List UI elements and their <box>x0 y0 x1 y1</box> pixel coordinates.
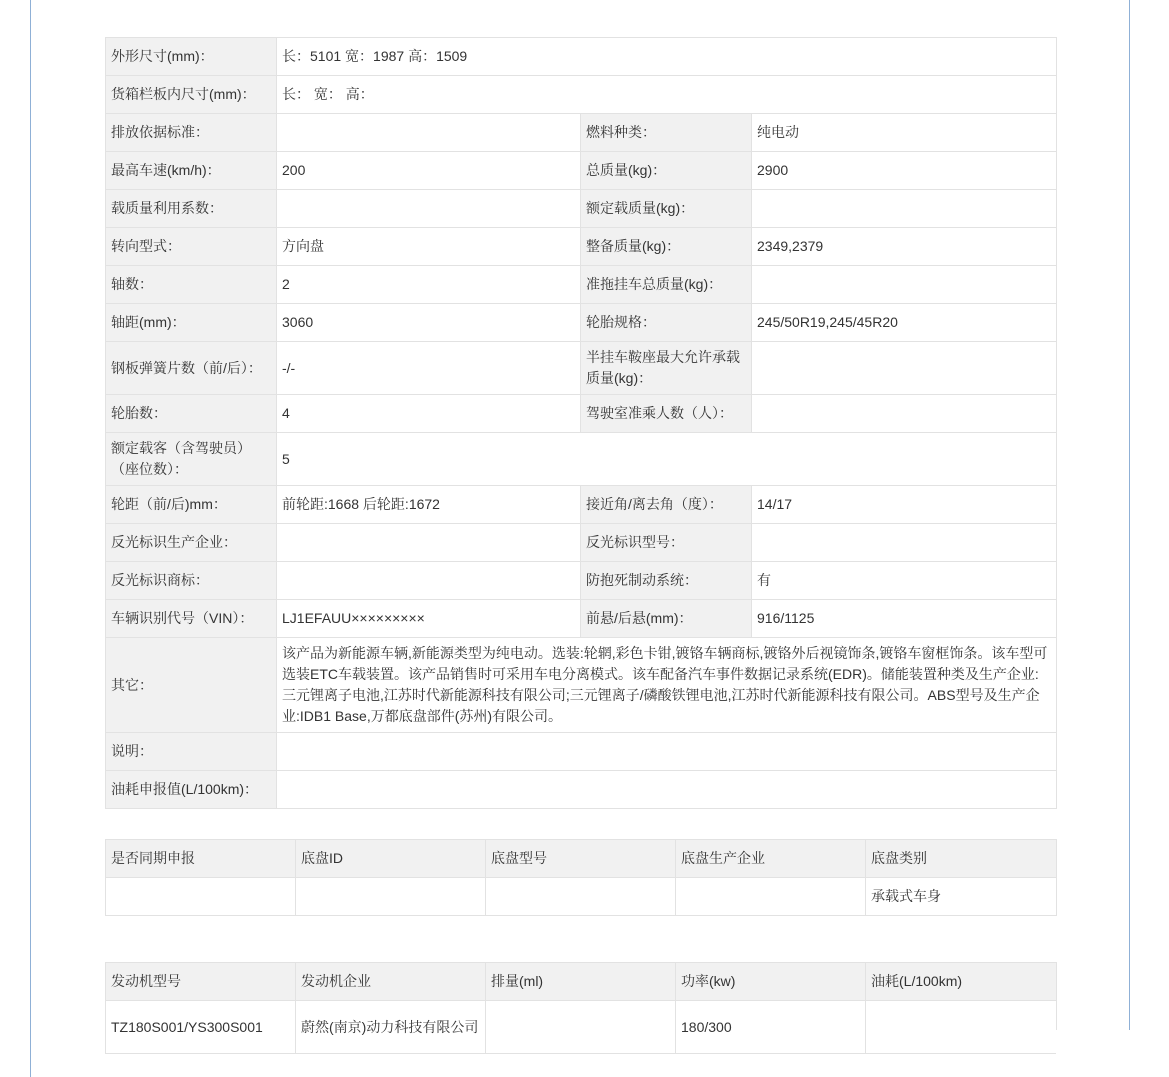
fuel-consumption-value <box>277 771 1057 809</box>
track-label: 轮距（前/后)mm： <box>106 486 277 524</box>
table-row <box>106 878 1057 916</box>
column-header: 功率(kw) <box>676 963 866 1001</box>
table-cell: 蔚然(南京)动力科技有限公司 <box>296 1001 486 1054</box>
table-cell: TZ180S001/YS300S001 <box>106 1001 296 1054</box>
reflector-maker-label: 反光标识生产企业： <box>106 524 277 562</box>
column-header: 底盘生产企业 <box>676 840 866 878</box>
reflector-brand-value <box>277 562 581 600</box>
curb-mass-label: 整备质量(kg)： <box>581 228 752 266</box>
steering-value: 方向盘 <box>277 228 581 266</box>
chassis-table <box>105 839 1057 916</box>
emission-label: 排放依据标准： <box>106 114 277 152</box>
remarks-label: 说明： <box>106 733 277 771</box>
fuel-consumption-label: 油耗申报值(L/100km)： <box>106 771 277 809</box>
max-speed-label: 最高车速(km/h)： <box>106 152 277 190</box>
wheelbase-label: 轴距(mm)： <box>106 304 277 342</box>
trailer-mass-label: 准拖挂车总质量(kg)： <box>581 266 752 304</box>
rated-load-label: 额定载质量(kg)： <box>581 190 752 228</box>
axles-value: 2 <box>277 266 581 304</box>
abs-label: 防抱死制动系统： <box>581 562 752 600</box>
tire-count-value: 4 <box>277 395 581 433</box>
fuel-type-label: 燃料种类： <box>581 114 752 152</box>
tire-count-label: 轮胎数： <box>106 395 277 433</box>
curb-mass-value: 2349,2379 <box>752 228 1057 266</box>
rated-load-value <box>752 190 1057 228</box>
table-row <box>106 395 1057 433</box>
track-value: 前轮距:1668 后轮距:1672 <box>277 486 581 524</box>
vin-label: 车辆识别代号（VIN）： <box>106 600 277 638</box>
cargo-box-label: 货箱栏板内尺寸(mm)： <box>106 76 277 114</box>
saddle-load-label: 半挂车鞍座最大允许承载质量(kg)： <box>581 342 752 395</box>
vehicle-spec-table <box>105 37 1057 809</box>
gross-mass-label: 总质量(kg)： <box>581 152 752 190</box>
dimensions-label: 外形尺寸(mm)： <box>106 38 277 76</box>
table-row <box>106 304 1057 342</box>
table-row <box>106 771 1057 809</box>
table-header-row <box>106 963 1057 1001</box>
column-header: 排量(ml) <box>486 963 676 1001</box>
engine-table <box>105 962 1057 1054</box>
table-row <box>106 1001 1057 1054</box>
max-speed-value: 200 <box>277 152 581 190</box>
axles-label: 轴数： <box>106 266 277 304</box>
fuel-type-value: 纯电动 <box>752 114 1057 152</box>
reflector-model-value <box>752 524 1057 562</box>
table-cell <box>866 1001 1057 1054</box>
gross-mass-value: 2900 <box>752 152 1057 190</box>
wheelbase-value: 3060 <box>277 304 581 342</box>
rated-passengers-label: 额定载客（含驾驶员）（座位数）： <box>106 433 277 486</box>
angles-value: 14/17 <box>752 486 1057 524</box>
table-cell <box>486 878 676 916</box>
load-factor-label: 载质量利用系数： <box>106 190 277 228</box>
reflector-model-label: 反光标识型号： <box>581 524 752 562</box>
angles-label: 接近角/离去角（度）： <box>581 486 752 524</box>
tire-spec-value: 245/50R19,245/45R20 <box>752 304 1057 342</box>
table-row <box>106 152 1057 190</box>
reflector-brand-label: 反光标识商标： <box>106 562 277 600</box>
leaf-springs-value: -/- <box>277 342 581 395</box>
dimensions-value: 长：5101 宽：1987 高：1509 <box>277 38 1057 76</box>
table-row <box>106 562 1057 600</box>
table-row <box>106 486 1057 524</box>
table-row <box>106 76 1057 114</box>
cargo-box-value: 长： 宽： 高： <box>277 76 1057 114</box>
rated-passengers-value: 5 <box>277 433 1057 486</box>
table-cell <box>676 878 866 916</box>
table-cell: 180/300 <box>676 1001 866 1054</box>
table-cell <box>106 878 296 916</box>
load-factor-value <box>277 190 581 228</box>
leaf-springs-label: 钢板弹簧片数（前/后）： <box>106 342 277 395</box>
table-row <box>106 733 1057 771</box>
table-row <box>106 524 1057 562</box>
table-header-row <box>106 840 1057 878</box>
table-row <box>106 228 1057 266</box>
column-header: 底盘型号 <box>486 840 676 878</box>
cab-passengers-value <box>752 395 1057 433</box>
table-row <box>106 433 1057 486</box>
reflector-maker-value <box>277 524 581 562</box>
table-row <box>106 38 1057 76</box>
column-header: 底盘ID <box>296 840 486 878</box>
emission-value <box>277 114 581 152</box>
abs-value: 有 <box>752 562 1057 600</box>
table-row <box>106 600 1057 638</box>
column-header: 发动机企业 <box>296 963 486 1001</box>
vin-value: LJ1EFAUU××××××××× <box>277 600 581 638</box>
saddle-load-value <box>752 342 1057 395</box>
other-label: 其它： <box>106 638 277 733</box>
table-row <box>106 638 1057 733</box>
table-row <box>106 266 1057 304</box>
trailer-mass-value <box>752 266 1057 304</box>
remarks-value <box>277 733 1057 771</box>
column-header: 发动机型号 <box>106 963 296 1001</box>
column-header: 是否同期申报 <box>106 840 296 878</box>
table-row <box>106 114 1057 152</box>
table-row <box>106 342 1057 395</box>
table-cell <box>486 1001 676 1054</box>
table-cell: 承载式车身 <box>866 878 1057 916</box>
column-header: 底盘类别 <box>866 840 1057 878</box>
table-cell <box>296 878 486 916</box>
corner-mask <box>1056 1030 1146 1077</box>
tire-spec-label: 轮胎规格： <box>581 304 752 342</box>
overhang-value: 916/1125 <box>752 600 1057 638</box>
steering-label: 转向型式： <box>106 228 277 266</box>
cab-passengers-label: 驾驶室准乘人数（人）： <box>581 395 752 433</box>
other-value: 该产品为新能源车辆,新能源类型为纯电动。选装:轮辋,彩色卡钳,镀铬车辆商标,镀铬外后视镜饰条,镀铬车窗框饰条。该车型可选装ETC车载装置。该产品销售时可采用车电分离模式。该车配备汽车事件数据记录系统(EDR)。储能装置种类及生产企业:三元锂离子电池,江苏时代新能源科技有限公司;三元锂离子/磷酸铁锂电池,江苏时代新能源科技有限公司。ABS型号及生产企业:IDB1 Base,万都底盘部件(苏州)有限公司。 <box>277 638 1057 733</box>
column-header: 油耗(L/100km) <box>866 963 1057 1001</box>
overhang-label: 前悬/后悬(mm)： <box>581 600 752 638</box>
table-row <box>106 190 1057 228</box>
